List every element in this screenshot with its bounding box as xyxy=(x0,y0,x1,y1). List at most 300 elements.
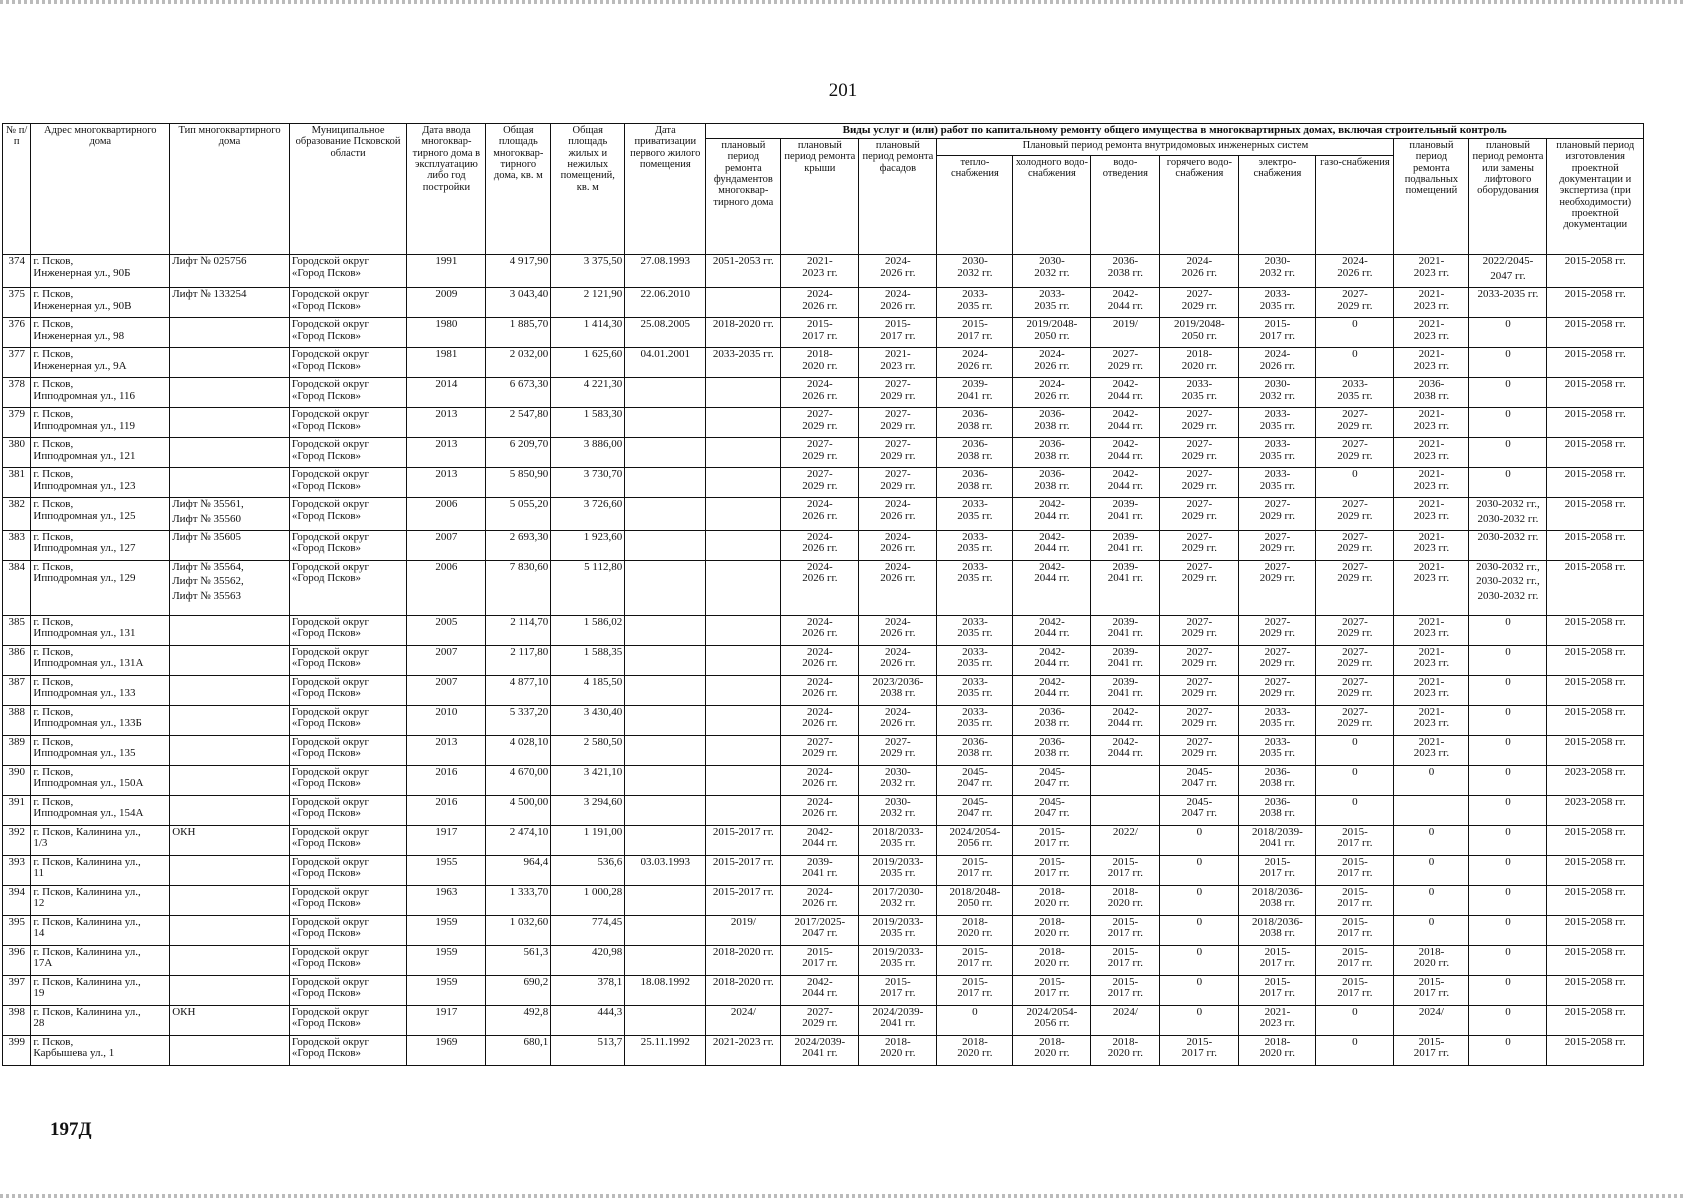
cell-hot-water xyxy=(1160,705,1239,735)
cell-municipality-line: Городской округ xyxy=(291,255,370,267)
cell-hot-water xyxy=(1160,437,1239,467)
cell-gas-line: 2029 гг. xyxy=(1337,657,1373,670)
cell-roof-line: 2041 гг. xyxy=(802,867,838,880)
cell-electric-line: 2017 гг. xyxy=(1259,329,1296,342)
cell-gas-line: 0 xyxy=(1352,795,1358,808)
cell-roof xyxy=(781,317,859,347)
cell-roof xyxy=(781,825,859,855)
cell-address-line: г. Псков, xyxy=(33,377,74,390)
cell-facade-line: 2020 гг. xyxy=(880,1047,916,1060)
cell-type xyxy=(170,317,290,347)
cell-sewer-line: 2038 гг. xyxy=(1107,266,1144,279)
cell-design-docs: 2015-2058 гг. xyxy=(1547,855,1644,885)
header-systems-super: Плановый период ремонта внутридомовых инженерных систем xyxy=(937,138,1394,155)
cell-heat-line: 2036- xyxy=(962,437,988,450)
cell-hot-water-line: 2045- xyxy=(1186,795,1213,808)
cell-address-line: Ипподромная ул., 116 xyxy=(33,389,136,402)
cell-elevator xyxy=(1469,560,1547,615)
cell-no: 397 xyxy=(3,975,31,1005)
cell-design-docs: 2015-2058 гг. xyxy=(1547,645,1644,675)
cell-total-area: 2 474,10 xyxy=(486,825,551,855)
cell-foundation xyxy=(706,765,781,795)
cell-living-area: 1 191,00 xyxy=(551,825,625,855)
cell-basement-line: 2023 гг. xyxy=(1413,329,1450,342)
cell-design-docs: 2015-2058 гг. xyxy=(1547,377,1644,407)
cell-heat-line: 2015- xyxy=(962,975,988,988)
cell-address xyxy=(31,560,170,615)
cell-hot-water xyxy=(1160,795,1239,825)
cell-cold-water xyxy=(1013,885,1091,915)
cell-municipality xyxy=(289,497,407,530)
cell-hot-water-line: 0 xyxy=(1196,855,1203,868)
cell-roof xyxy=(781,645,859,675)
cell-type xyxy=(170,497,290,530)
cell-electric-line: 2033- xyxy=(1264,287,1291,300)
cell-roof-line: 2027- xyxy=(807,467,833,480)
cell-foundation: 2018-2020 гг. xyxy=(706,975,781,1005)
cell-facade xyxy=(859,377,937,407)
cell-heat-line: 2035 гг. xyxy=(957,717,993,730)
cell-foundation xyxy=(706,497,781,530)
cell-roof-line: 2027- xyxy=(807,1005,833,1018)
cell-privatization xyxy=(625,1005,706,1035)
cell-heat xyxy=(937,645,1013,675)
cell-total-area: 6 209,70 xyxy=(486,437,551,467)
cell-privatization xyxy=(625,497,706,530)
cell-cold-water-line: 2020 гг. xyxy=(1034,927,1070,940)
cell-facade-line: 2018- xyxy=(885,1035,911,1048)
cell-roof-line: 2042- xyxy=(807,825,833,838)
cell-type xyxy=(170,855,290,885)
cell-municipality xyxy=(289,825,407,855)
cell-cold-water-line: 2036- xyxy=(1039,467,1065,480)
cell-cold-water-line: 2036- xyxy=(1039,705,1065,718)
cell-heat-line: 2036- xyxy=(962,407,988,420)
cell-privatization xyxy=(625,885,706,915)
footer-code: 197Д xyxy=(50,1119,92,1140)
cell-electric-line: 2017 гг. xyxy=(1259,987,1296,1000)
cell-facade-line: 2017 гг. xyxy=(880,329,916,342)
cell-facade-line: 2032 гг. xyxy=(880,807,916,820)
cell-facade-line: 2017/2030- xyxy=(872,885,924,898)
table-body xyxy=(3,255,1644,1066)
cell-privatization: 25.08.2005 xyxy=(625,317,706,347)
cell-gas-line: 2033- xyxy=(1342,377,1368,390)
cell-municipality-line: «Город Псков» xyxy=(291,807,362,820)
cell-heat-line: 2033- xyxy=(962,497,988,510)
cell-basement-line: 2017 гг. xyxy=(1413,1047,1450,1060)
cell-municipality-line: Городской округ xyxy=(291,287,370,300)
cell-cold-water xyxy=(1013,347,1091,377)
table-row xyxy=(3,255,1644,288)
cell-cold-water-line: 2015- xyxy=(1039,975,1065,988)
cell-heat-line: 2020 гг. xyxy=(957,927,993,940)
cell-no: 374 xyxy=(3,255,31,288)
cell-electric xyxy=(1239,795,1316,825)
cell-year: 2013 xyxy=(407,467,486,497)
cell-address xyxy=(31,825,170,855)
cell-roof-line: 2020 гг. xyxy=(802,359,838,372)
cell-sewer-line: 2042- xyxy=(1112,437,1139,450)
cell-foundation: 2033-2035 гг. xyxy=(706,347,781,377)
table-row xyxy=(3,407,1644,437)
cell-municipality xyxy=(289,437,407,467)
cell-total-area: 2 032,00 xyxy=(486,347,551,377)
cell-elevator xyxy=(1469,407,1547,437)
cell-foundation: 2018-2020 гг. xyxy=(706,945,781,975)
cell-design-docs: 2015-2058 гг. xyxy=(1547,530,1644,560)
cell-address-line: г. Псков, xyxy=(33,560,74,573)
cell-privatization xyxy=(625,765,706,795)
cell-facade-line: 2030- xyxy=(885,765,911,778)
cell-living-area: 1 583,30 xyxy=(551,407,625,437)
cell-no: 391 xyxy=(3,795,31,825)
cell-year: 2013 xyxy=(407,407,486,437)
cell-type-line: ОКН xyxy=(172,1005,196,1018)
cell-hot-water-line: 2029 гг. xyxy=(1181,419,1218,432)
header-basement: плановый период ремонта подвальных помещений xyxy=(1394,138,1469,254)
cell-facade-line: 2018/2033- xyxy=(872,825,924,838)
cell-basement-line: 0 xyxy=(1428,855,1435,868)
cell-electric-line: 2035 гг. xyxy=(1259,299,1296,312)
cell-gas-line: 2029 гг. xyxy=(1337,419,1373,432)
cell-roof xyxy=(781,377,859,407)
cell-sewer-line: 2039- xyxy=(1112,497,1139,510)
cell-address xyxy=(31,377,170,407)
cell-facade-line: 2015- xyxy=(885,975,911,988)
cell-elevator xyxy=(1469,437,1547,467)
cell-gas-line: 2029 гг. xyxy=(1337,542,1373,555)
cell-electric-line: 2041 гг. xyxy=(1259,837,1296,850)
cell-type-line: Лифт № 35560 xyxy=(172,512,241,525)
cell-hot-water xyxy=(1160,317,1239,347)
cell-roof-line: 2026 гг. xyxy=(802,542,838,555)
cell-municipality xyxy=(289,765,407,795)
cell-address-line: г. Псков, Калинина ул., xyxy=(33,885,141,898)
cell-basement-line: 2023 гг. xyxy=(1413,266,1450,279)
cell-sewer-line: 2018- xyxy=(1112,885,1139,898)
cell-basement-line: 2023 гг. xyxy=(1413,657,1450,670)
cell-municipality xyxy=(289,855,407,885)
cell-type xyxy=(170,675,290,705)
cell-no: 385 xyxy=(3,615,31,645)
header-electric: электро-снабжения xyxy=(1239,156,1316,255)
cell-sewer-line: 2017 гг. xyxy=(1107,957,1144,970)
cell-year: 2007 xyxy=(407,645,486,675)
cell-year: 2016 xyxy=(407,765,486,795)
cell-elevator-line: 0 xyxy=(1505,347,1511,360)
cell-roof-line: 2029 гг. xyxy=(802,419,838,432)
cell-address xyxy=(31,437,170,467)
cell-facade-line: 2024- xyxy=(885,497,911,510)
cell-cold-water xyxy=(1013,255,1091,288)
cell-electric-line: 2038 гг. xyxy=(1259,807,1296,820)
cell-elevator-line: 2047 гг. xyxy=(1490,269,1526,282)
cell-roof xyxy=(781,735,859,765)
cell-type-line: Лифт № 35562, xyxy=(172,575,244,588)
cell-gas-line: 2027- xyxy=(1342,407,1368,420)
cell-facade-line: 2030- xyxy=(885,795,911,808)
cell-hot-water xyxy=(1160,255,1239,288)
cell-basement xyxy=(1394,765,1469,795)
cell-heat-line: 2045- xyxy=(962,795,988,808)
cell-hot-water-line: 2027- xyxy=(1186,437,1213,450)
cell-municipality-line: Городской округ xyxy=(291,765,370,778)
cell-cold-water-line: 2017 гг. xyxy=(1034,987,1070,1000)
cell-facade-line: 2035 гг. xyxy=(880,927,916,940)
cell-design-docs: 2015-2058 гг. xyxy=(1547,317,1644,347)
cell-design-docs: 2015-2058 гг. xyxy=(1547,825,1644,855)
cell-cold-water xyxy=(1013,945,1091,975)
cell-heat xyxy=(937,287,1013,317)
cell-municipality-line: Городской округ xyxy=(291,497,370,510)
cell-type-line: Лифт № 35561, xyxy=(172,497,244,510)
cell-heat-line: 2038 гг. xyxy=(957,449,993,462)
cell-basement-line: 2023 гг. xyxy=(1413,627,1450,640)
cell-sewer xyxy=(1091,530,1160,560)
cell-heat-line: 2038 гг. xyxy=(957,479,993,492)
cell-basement-line: 2021- xyxy=(1418,407,1445,420)
cell-cold-water xyxy=(1013,407,1091,437)
cell-hot-water-line: 2029 гг. xyxy=(1181,657,1218,670)
cell-elevator-line: 0 xyxy=(1505,915,1511,928)
cell-living-area: 513,7 xyxy=(551,1035,625,1065)
cell-electric-line: 2029 гг. xyxy=(1259,572,1296,585)
cell-sewer-line: 2015- xyxy=(1112,855,1139,868)
cell-heat xyxy=(937,825,1013,855)
cell-type xyxy=(170,1035,290,1065)
cell-heat-line: 2017 гг. xyxy=(957,957,993,970)
cell-gas-line: 0 xyxy=(1352,347,1358,360)
cell-heat-line: 2030- xyxy=(962,255,988,267)
cell-roof-line: 2026 гг. xyxy=(802,687,838,700)
cell-municipality-line: Городской округ xyxy=(291,795,370,808)
cell-municipality xyxy=(289,560,407,615)
cell-hot-water xyxy=(1160,945,1239,975)
cell-hot-water xyxy=(1160,497,1239,530)
cell-cold-water-line: 2042- xyxy=(1039,497,1065,510)
cell-no: 382 xyxy=(3,497,31,530)
table-row xyxy=(3,945,1644,975)
cell-total-area: 2 114,70 xyxy=(486,615,551,645)
cell-heat-line: 2015- xyxy=(962,945,988,958)
cell-sewer xyxy=(1091,255,1160,288)
cell-facade xyxy=(859,1005,937,1035)
cell-municipality-line: Городской округ xyxy=(291,560,370,573)
cell-hot-water-line: 2027- xyxy=(1186,675,1213,688)
cell-sewer-line: 2017 гг. xyxy=(1107,987,1144,1000)
cell-facade-line: 2019/2033- xyxy=(872,915,924,928)
cell-basement-line: 2023 гг. xyxy=(1413,359,1450,372)
cell-basement-line: 0 xyxy=(1428,885,1435,898)
table-row xyxy=(3,975,1644,1005)
cell-gas-line: 0 xyxy=(1352,735,1358,748)
header-roof: плановый период ремонта крыши xyxy=(781,138,859,254)
cell-total-area: 2 547,80 xyxy=(486,407,551,437)
cell-elevator-line: 0 xyxy=(1505,317,1511,330)
cell-sewer-line: 2015- xyxy=(1112,975,1139,988)
header-foundation: плановый период ремонта фундаментов многоквар-тирного дома xyxy=(706,138,781,254)
cell-sewer xyxy=(1091,795,1160,825)
cell-address xyxy=(31,675,170,705)
cell-living-area: 3 430,40 xyxy=(551,705,625,735)
cell-living-area: 536,6 xyxy=(551,855,625,885)
table-row xyxy=(3,377,1644,407)
cell-sewer xyxy=(1091,497,1160,530)
cell-basement xyxy=(1394,560,1469,615)
cell-roof-line: 2029 гг. xyxy=(802,449,838,462)
cell-basement-line: 2021- xyxy=(1418,560,1445,573)
cell-total-area: 3 043,40 xyxy=(486,287,551,317)
cell-facade xyxy=(859,675,937,705)
cell-heat-line: 2056 гг. xyxy=(957,837,993,850)
cell-cold-water-line: 2018- xyxy=(1039,885,1065,898)
cell-gas xyxy=(1316,825,1394,855)
cell-roof-line: 2026 гг. xyxy=(802,777,838,790)
cell-gas xyxy=(1316,467,1394,497)
cell-municipality-line: «Город Псков» xyxy=(291,957,362,970)
cell-address-line: г. Псков, xyxy=(33,615,74,628)
cell-design-docs: 2015-2058 гг. xyxy=(1547,407,1644,437)
cell-municipality-line: «Город Псков» xyxy=(291,627,362,640)
cell-facade-line: 2026 гг. xyxy=(880,509,916,522)
cell-address-line: г. Псков, Калинина ул., xyxy=(33,975,141,988)
cell-roof-line: 2018- xyxy=(807,347,833,360)
cell-hot-water-line: 0 xyxy=(1196,1005,1203,1018)
cell-roof-line: 2029 гг. xyxy=(802,479,838,492)
cell-basement xyxy=(1394,437,1469,467)
cell-heat xyxy=(937,945,1013,975)
cell-facade-line: 2027- xyxy=(885,407,911,420)
cell-privatization xyxy=(625,407,706,437)
cell-foundation: 2015-2017 гг. xyxy=(706,885,781,915)
cell-cold-water xyxy=(1013,287,1091,317)
cell-roof xyxy=(781,705,859,735)
cell-facade-line: 2024- xyxy=(885,560,911,573)
cell-facade-line: 2015- xyxy=(885,317,911,330)
cell-sewer-line: 2044 гг. xyxy=(1107,747,1144,760)
cell-year: 1959 xyxy=(407,975,486,1005)
cell-roof xyxy=(781,945,859,975)
cell-municipality-line: «Город Псков» xyxy=(291,1047,362,1060)
cell-living-area: 444,3 xyxy=(551,1005,625,1035)
cell-elevator-line: 0 xyxy=(1505,645,1511,658)
cell-heat-line: 2033- xyxy=(962,287,988,300)
cell-elevator xyxy=(1469,855,1547,885)
cell-address-line: Ипподромная ул., 127 xyxy=(33,542,136,555)
cell-year: 1917 xyxy=(407,825,486,855)
cell-municipality-line: «Город Псков» xyxy=(291,299,362,312)
cell-municipality-line: «Город Псков» xyxy=(291,1017,362,1030)
cell-cold-water-line: 2018- xyxy=(1039,915,1065,928)
cell-elevator xyxy=(1469,885,1547,915)
cell-total-area: 5 337,20 xyxy=(486,705,551,735)
cell-facade-line: 2035 гг. xyxy=(880,837,916,850)
cell-type xyxy=(170,437,290,467)
cell-sewer-line: 2042- xyxy=(1112,735,1139,748)
cell-basement-line: 2021- xyxy=(1418,497,1445,510)
cell-municipality-line: Городской округ xyxy=(291,945,370,958)
cell-municipality xyxy=(289,915,407,945)
cell-municipality-line: Городской округ xyxy=(291,437,370,450)
cell-sewer xyxy=(1091,1005,1160,1035)
cell-foundation xyxy=(706,407,781,437)
cell-municipality xyxy=(289,317,407,347)
cell-gas-line: 2027- xyxy=(1342,675,1368,688)
cell-heat xyxy=(937,735,1013,765)
cell-municipality-line: Городской округ xyxy=(291,615,370,628)
header-hot-water: горячего водо-снабжения xyxy=(1160,156,1239,255)
cell-elevator xyxy=(1469,825,1547,855)
cell-elevator-line: 0 xyxy=(1505,945,1511,958)
cell-basement xyxy=(1394,287,1469,317)
header-cold-water: холодного водо-снабжения xyxy=(1013,156,1091,255)
cell-sewer-line: 2044 гг. xyxy=(1107,449,1144,462)
table-row xyxy=(3,497,1644,530)
cell-basement-line: 2021- xyxy=(1418,615,1445,628)
cell-gas-line: 0 xyxy=(1352,1005,1358,1018)
header-design-docs: плановый период изготовления проектной документации и экспертиза (при необходимости) проектной документации xyxy=(1547,138,1644,254)
cell-heat-line: 2033- xyxy=(962,560,988,573)
cell-sewer-line: 2027- xyxy=(1112,347,1139,360)
cell-sewer-line: 2018- xyxy=(1112,1035,1139,1048)
cell-roof-line: 2026 гг. xyxy=(802,807,838,820)
header-commission-date: Дата ввода многоквар-тирного дома в эксплуатацию либо год постройки xyxy=(407,124,486,255)
cell-design-docs: 2015-2058 гг. xyxy=(1547,615,1644,645)
cell-facade xyxy=(859,915,937,945)
cell-no: 389 xyxy=(3,735,31,765)
cell-roof xyxy=(781,615,859,645)
cell-sewer-line: 2041 гг. xyxy=(1107,572,1144,585)
cell-address xyxy=(31,855,170,885)
cell-facade xyxy=(859,615,937,645)
cell-basement-line: 0 xyxy=(1428,765,1435,778)
cell-facade xyxy=(859,1035,937,1065)
cell-municipality-line: «Город Псков» xyxy=(291,329,362,342)
cell-address-line: Ипподромная ул., 119 xyxy=(33,419,136,432)
cell-basement-line: 2023 гг. xyxy=(1413,687,1450,700)
cell-living-area: 2 580,50 xyxy=(551,735,625,765)
cell-facade xyxy=(859,560,937,615)
cell-year: 1955 xyxy=(407,855,486,885)
cell-electric xyxy=(1239,1035,1316,1065)
cell-address-line: Ипподромная ул., 129 xyxy=(33,572,136,585)
cell-hot-water xyxy=(1160,825,1239,855)
cell-roof-line: 2017 гг. xyxy=(802,957,838,970)
cell-electric-line: 2035 гг. xyxy=(1259,747,1296,760)
cell-cold-water xyxy=(1013,615,1091,645)
cell-gas-line: 2027- xyxy=(1342,530,1368,543)
cell-type xyxy=(170,735,290,765)
cell-basement xyxy=(1394,915,1469,945)
cell-living-area: 1 586,02 xyxy=(551,615,625,645)
cell-foundation: 2024/ xyxy=(706,1005,781,1035)
cell-municipality-line: Городской округ xyxy=(291,915,370,928)
cell-municipality xyxy=(289,1005,407,1035)
cell-address-line: г. Псков, xyxy=(33,735,74,748)
cell-basement-line: 2023 гг. xyxy=(1413,542,1450,555)
cell-gas-line: 2017 гг. xyxy=(1337,957,1373,970)
cell-address xyxy=(31,765,170,795)
cell-design-docs: 2015-2058 гг. xyxy=(1547,705,1644,735)
cell-gas xyxy=(1316,1035,1394,1065)
cell-municipality-line: Городской округ xyxy=(291,855,370,868)
cell-address-line: г. Псков, Калинина ул., xyxy=(33,1005,141,1018)
cell-hot-water xyxy=(1160,645,1239,675)
cell-privatization: 03.03.1993 xyxy=(625,855,706,885)
cell-heat-line: 2036- xyxy=(962,467,988,480)
cell-municipality-line: «Город Псков» xyxy=(291,359,362,372)
